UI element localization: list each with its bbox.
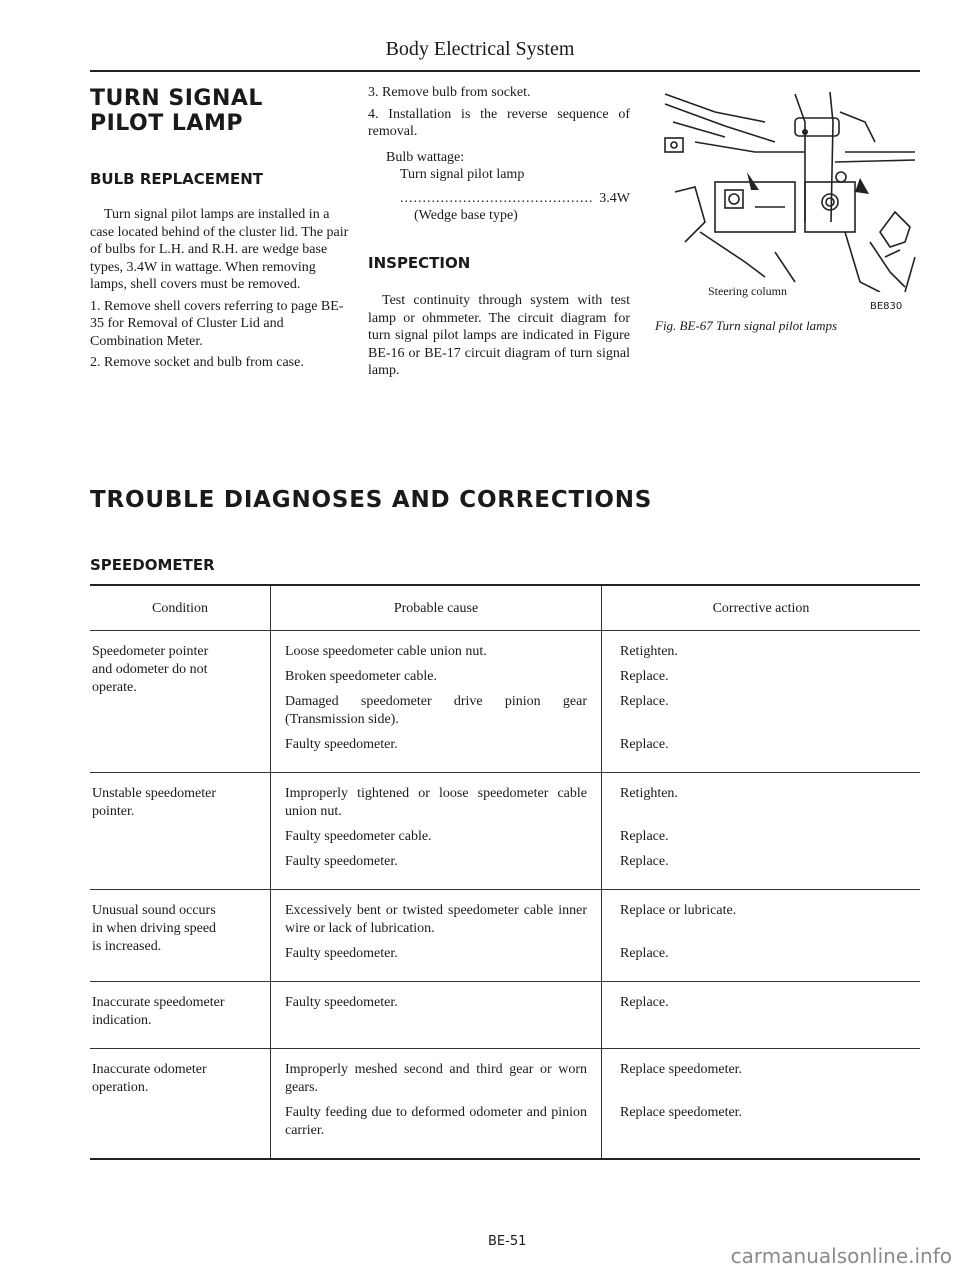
step-4: 4. Installation is the reverse sequence of removal. [368, 106, 630, 139]
condition-line: indication. [92, 1013, 152, 1028]
table-row [90, 773, 920, 890]
cause-line: Faulty speedometer. [285, 854, 398, 869]
action-line: Replace. [620, 829, 669, 844]
condition-line: is increased. [92, 939, 162, 954]
cause-cell [271, 773, 602, 890]
header-rule [90, 70, 920, 72]
action-line: Replace. [620, 995, 669, 1010]
condition-line: and odometer do not [92, 662, 208, 677]
cause-line: Improperly meshed second and third gear or worn gears. [285, 1062, 587, 1095]
bulb-wattage-type: (Wedge base type) [414, 208, 518, 223]
bulb-wattage-block [386, 149, 630, 225]
condition-line: Speedometer pointer [92, 644, 209, 659]
cause-line: Excessively bent or twisted speedometer cable inner wire or lack of lubrication. [285, 903, 587, 936]
cause-line: Faulty speedometer. [285, 995, 398, 1010]
page-number: BE-51 [488, 1234, 527, 1249]
cause-line: Faulty speedometer. [285, 737, 398, 752]
action-line: Retighten. [620, 786, 678, 801]
table-row [90, 890, 920, 982]
table-row [90, 982, 920, 1049]
cause-cell [271, 631, 602, 773]
condition-line: Unstable speedometer [92, 786, 217, 801]
cause-line: Faulty speedometer. [285, 946, 398, 961]
middle-column [368, 84, 630, 384]
condition-cell [90, 1049, 271, 1160]
cause-cell [271, 982, 602, 1049]
turn-signal-lamp-figure [655, 82, 920, 292]
section-title-line1: TURN SIGNAL [90, 86, 263, 111]
speedometer-trouble-table [90, 584, 920, 1160]
inspection-heading: INSPECTION [368, 253, 471, 272]
condition-line: in when driving speed [92, 921, 217, 936]
condition-line: Inaccurate odometer [92, 1062, 207, 1077]
col-header-condition: Condition [90, 585, 271, 631]
step-2: 2. Remove socket and bulb from case. [90, 355, 304, 370]
cause-cell [271, 890, 602, 982]
table-row [90, 631, 920, 773]
figure-caption: Fig. BE-67 Turn signal pilot lamps [655, 318, 838, 333]
condition-cell [90, 890, 271, 982]
bulb-wattage-label: Bulb wattage: [386, 149, 465, 165]
condition-line: Inaccurate speedometer [92, 995, 225, 1010]
cause-line: Loose speedometer cable union nut. [285, 644, 487, 659]
cause-line: Broken speedometer cable. [285, 669, 437, 684]
table-row [90, 1049, 920, 1160]
cause-line: Damaged speedometer drive pinion gear (Transmission side). [285, 694, 587, 727]
col-header-probable-cause: Probable cause [271, 585, 602, 631]
step-3: 3. Remove bulb from socket. [368, 85, 531, 100]
section-title-line2: PILOT LAMP [90, 111, 243, 136]
bulb-replacement-heading: BULB REPLACEMENT [90, 170, 263, 188]
action-line: Replace speedometer. [620, 1105, 743, 1120]
condition-line: operation. [92, 1080, 149, 1095]
condition-cell [90, 631, 271, 773]
step-1: 1. Remove shell covers referring to page BE-35 for Removal of Cluster Lid and Combination Meter. [90, 298, 344, 349]
action-line: Retighten. [620, 644, 678, 659]
inspection-paragraph: Test continuity through system with test lamp or ohmmeter. The circuit diagram for turn signal pilot lamps are indicated in Figure BE-16 or BE-17 circuit diagram of turn signal lamp. [368, 293, 630, 378]
condition-cell [90, 982, 271, 1049]
figure-label-steering-column: Steering column [708, 284, 787, 298]
action-cell [602, 1049, 921, 1160]
action-line: Replace. [620, 946, 669, 961]
action-cell [602, 890, 921, 982]
cause-line: Improperly tightened or loose speedometer cable union nut. [285, 786, 587, 819]
leader-dots: ........................................... [400, 190, 594, 206]
action-line: Replace. [620, 854, 669, 869]
action-cell [602, 982, 921, 1049]
action-line: Replace or lubricate. [620, 903, 737, 918]
action-cell [602, 773, 921, 890]
left-column [90, 86, 350, 376]
action-line: Replace. [620, 737, 669, 752]
bulb-wattage-value-row [400, 190, 630, 208]
condition-line: operate. [92, 680, 137, 695]
page-header-title: Body Electrical System [385, 38, 575, 60]
speedometer-heading: SPEEDOMETER [90, 556, 215, 574]
action-line: Replace speedometer. [620, 1062, 743, 1077]
trouble-diagnoses-heading: TROUBLE DIAGNOSES AND CORRECTIONS [90, 487, 653, 513]
watermark-text: carmanualsonline.info [730, 1244, 952, 1268]
condition-cell [90, 773, 271, 890]
bulb-wattage-item: Turn signal pilot lamp [400, 167, 525, 182]
cause-line: Faulty feeding due to deformed odometer and pinion carrier. [285, 1105, 587, 1138]
cause-line: Faulty speedometer cable. [285, 829, 432, 844]
condition-line: pointer. [92, 804, 135, 819]
action-line: Replace. [620, 669, 669, 684]
action-line: Replace. [620, 694, 669, 709]
cause-cell [271, 1049, 602, 1160]
col-header-corrective-action: Corrective action [602, 585, 921, 631]
condition-line: Unusual sound occurs [92, 903, 216, 918]
bulb-replacement-paragraph: Turn signal pilot lamps are installed in a case located behind of the cluster lid. The pair of bulbs for L.H. and R.H. are wedge base types, 3.4W in wattage. When removing lamps, shell covers must be removed. [90, 207, 349, 292]
figure-code: BE830 [870, 301, 903, 312]
bulb-wattage-value: 3.4W [599, 190, 630, 206]
action-cell [602, 631, 921, 773]
